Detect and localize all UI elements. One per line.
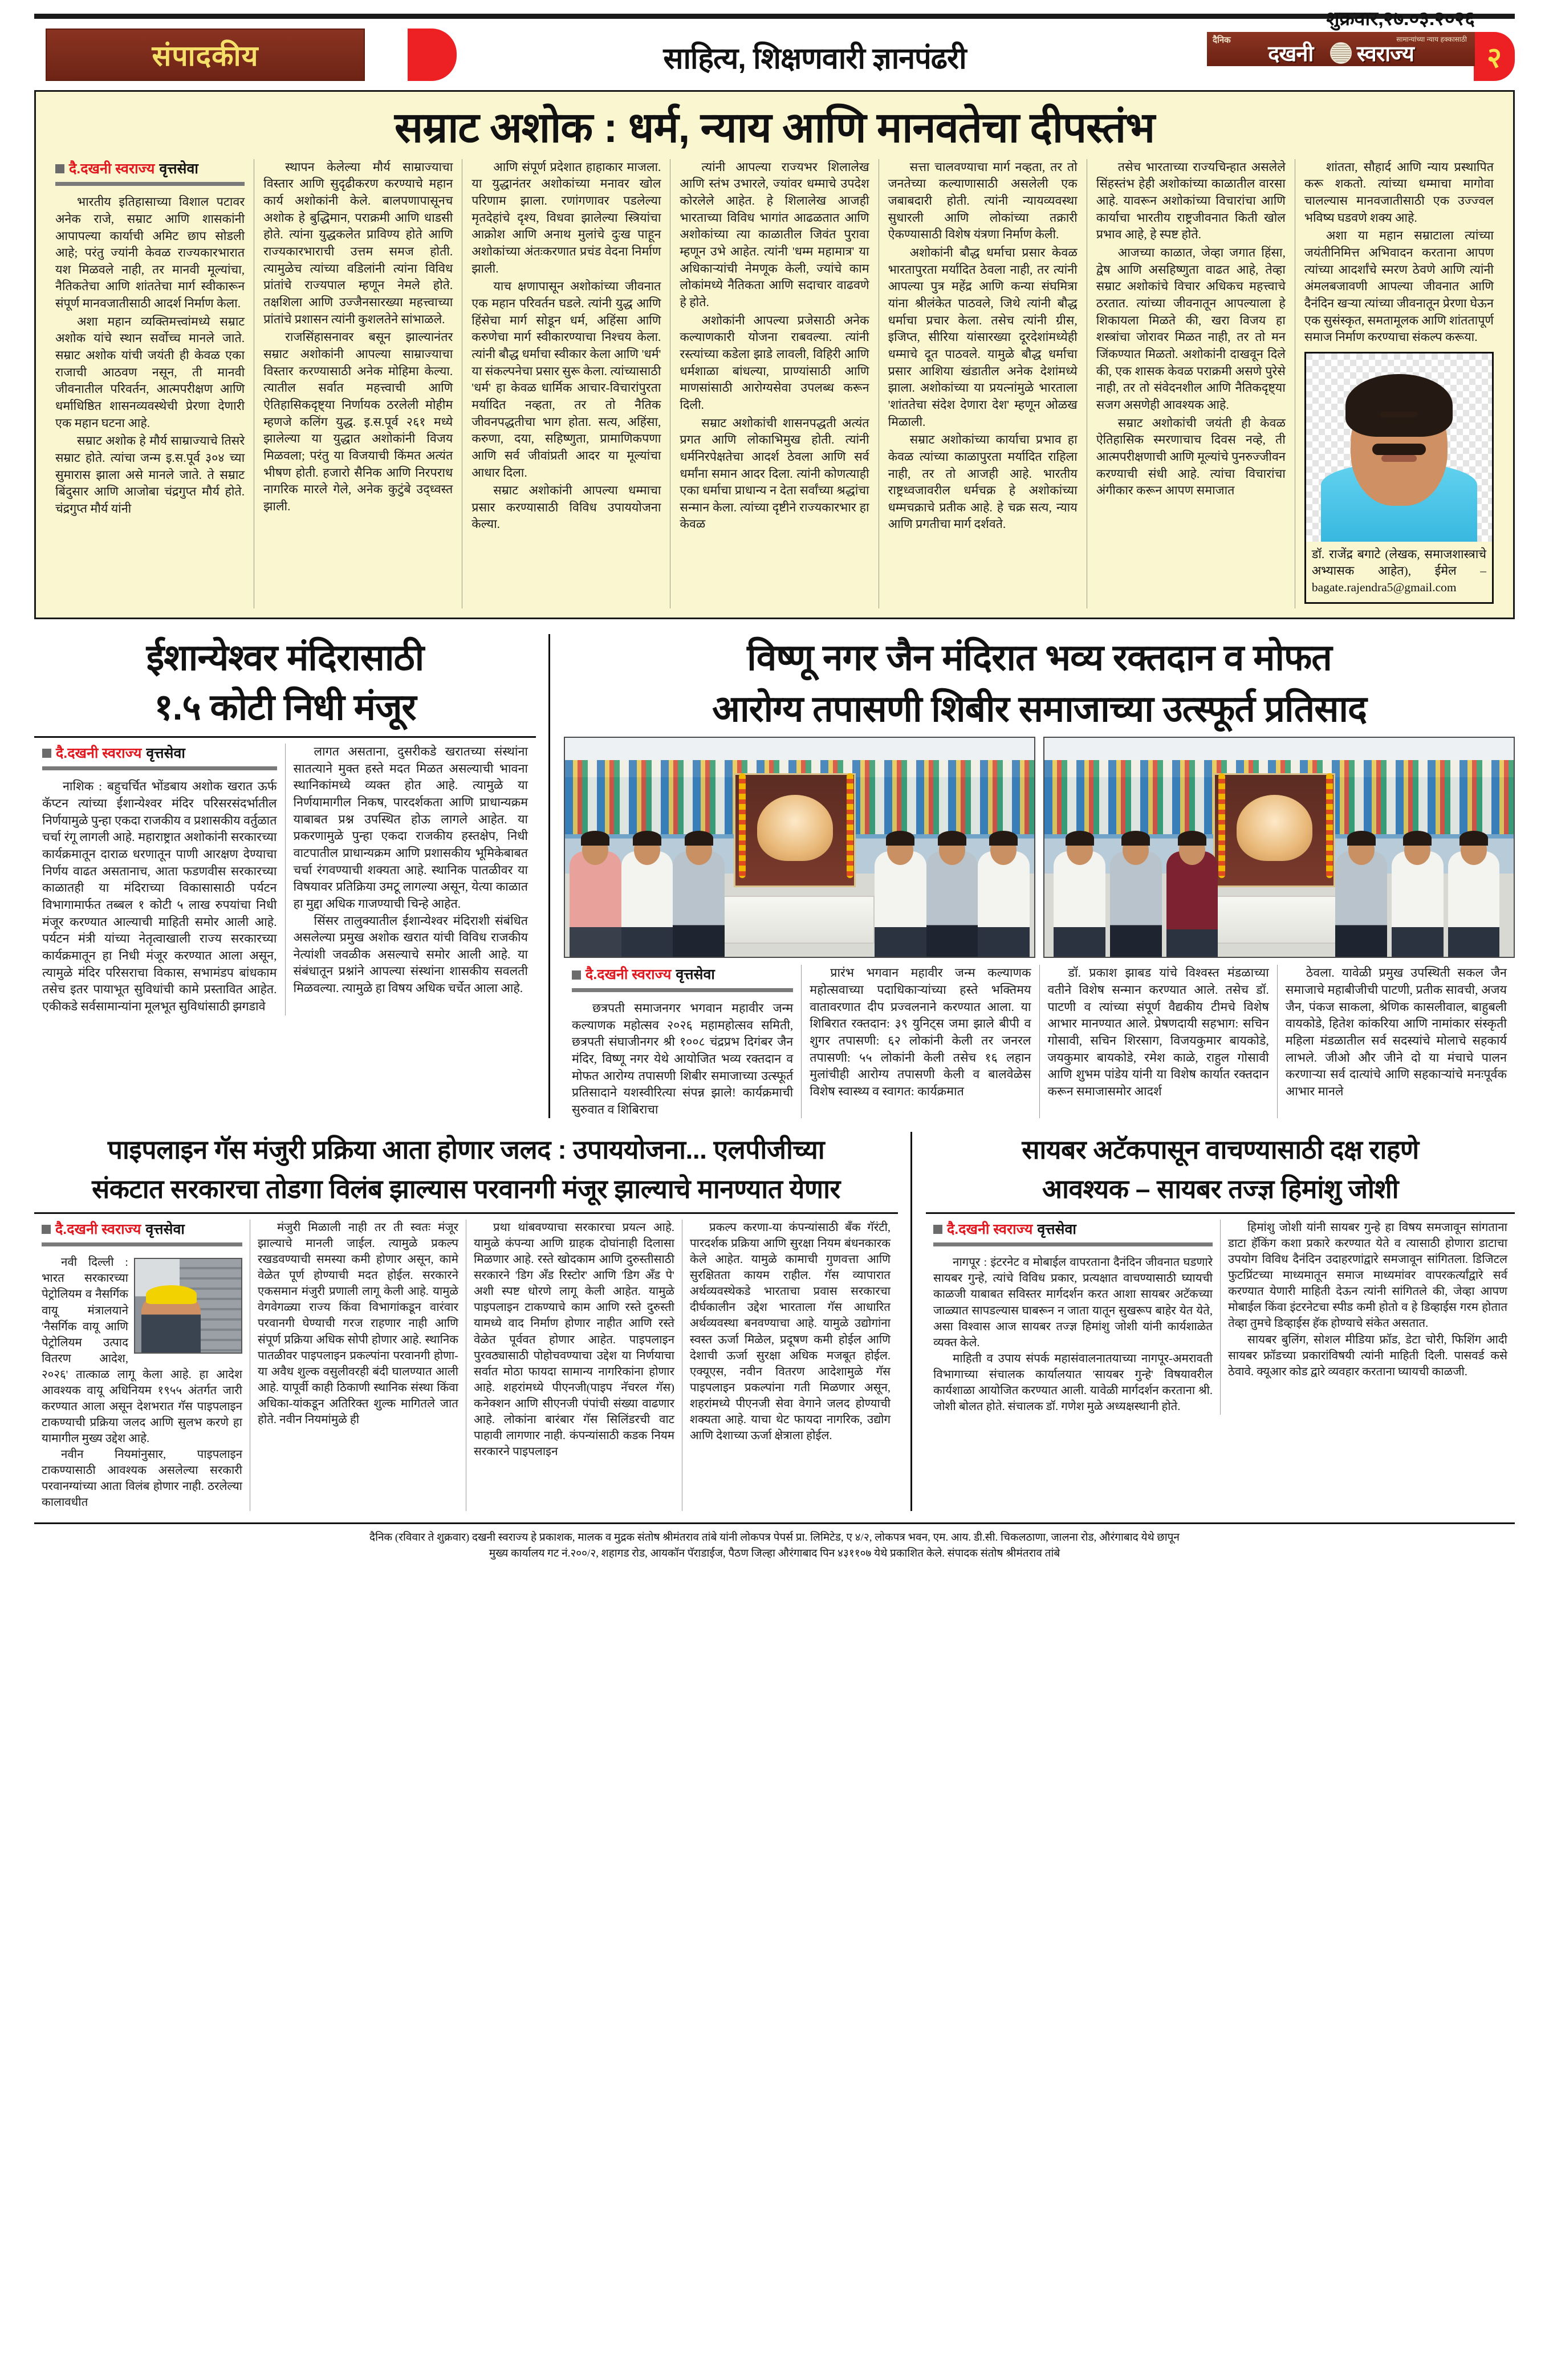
jain-headline-line2: आरोग्य तपासणी शिबीर समाजाच्या उत्स्फूर्त प्रतिसाद (712, 688, 1367, 729)
photo-person (1166, 851, 1218, 957)
jain-headline-line1: विष्णू नगर जैन मंदिरात भव्य रक्तदान व मोफत (747, 636, 1332, 678)
author-credit: डॉ. राजेंद्र बगाटे (लेखक, समाजशास्त्राचे अभ्यासक आहेत), ईमेल – bagate.rajendra5@gmail.com (1311, 547, 1486, 595)
center-strapline-text: साहित्य, शिक्षणवारी ज्ञानपंढरी (663, 42, 966, 75)
byline-rule (42, 766, 277, 770)
editorial-headline: सम्राट अशोक : धर्म, न्याय आणि मानवतेचा दीपस्तंभ (394, 104, 1155, 151)
cyber-columns (926, 1220, 1515, 1415)
paragraph: राजसिंहासनावर बसून झाल्यानंतर सम्राट अशोकांनी आपल्या साम्राज्याचा विस्तार करण्यासाठी अनेक मोहिमा केल्या. त्यातील सर्वात महत्त्वाची आणि ऐतिहासिकदृष्ट्या निर्णायक ठरलेली मोहीम म्हणजे कलिंग युद्ध. इ.स.पूर्व २६१ मध्ये झालेल्या या युद्धात अशोकांनी विजय मिळवला; परंतु या विजयाची किंमत अत्यंत भीषण होती. हजारो सैनिक आणि निरपराध नागरिक मारले गेले, अनेक कुटुंबे उद्ध्वस्त झाली. (263, 330, 453, 513)
paragraph: सायबर बुलिंग, सोशल मीडिया फ्रॉड, डेटा चोरी, फिशिंग आदी सायबर फ्रॉडच्या प्रकारांविषयी त्यांनी माहिती दिली. पासवर्ड कसे ठेवावे. क्यूआर कोड द्वारे व्यवहार करताना घ्यायची काळजी. (1228, 1333, 1507, 1378)
brand-tagline: सामान्यांच्या न्याय हक्कासाठी (1396, 35, 1467, 43)
bullet-square-icon (572, 970, 581, 980)
byline-rule (42, 1242, 242, 1246)
editorial-column-6 (1087, 159, 1295, 608)
paragraph: नागपूर : इंटरनेट व मोबाईल वापरताना दैनंदिन जीवनात घडणारे सायबर गुन्हे, त्यांचे विविध प्रकार, प्रत्यक्षात वाचण्यासाठी घ्यायची काळजी याबाबत सविस्तर मार्गदर्शन करत आशा सायबर अटॅकच्या जाळ्यात सापडल्यास घाबरून न जाता यातून सुखरूप बाहेर येत येते, असा विश्वास आज सायबर तज्ज्ञ हिमांशु जोशी यांनी कार्यशाळेत व्यक्त केले. (933, 1256, 1213, 1349)
editorial-column-1 (46, 159, 254, 608)
paragraph: मंजुरी मिळाली नाही तर ती स्वतः मंजूर झाल्याचे मानली जाईल. त्यामुळे प्रकल्प रखडवण्याची समस्या कमी होणार असून, कामे वेळेत पूर्ण होण्याची मदत होईल. सरकारने एकसमान मंजुरी प्रणाली लागू केली आहे. यामुळे वेगवेगळ्या राज्य किंवा विभागांकडून वारंवार परवानगी घेण्याची गरज राहणार नाही आणि संपूर्ण प्रक्रिया अधिक सोपी होणार आहे. स्थानिक पातळीवर पाइपलाइन प्रकल्पांना परवानगी होणा-या अवैध शुल्क वसुलीवरही बंदी घालण्यात आली आहे. यापूर्वी काही ठिकाणी स्थानिक संस्था किंवा अधिका-यांकडून अतिरिक्त शुल्क मागितले जात होते. नवीन नियमांमुळे ही (258, 1221, 458, 1426)
paragraph: माहिती व उपाय संपर्क महासंवालनातयाच्या नागपूर-अमरावती विभागाच्या संचालक कार्यालयात 'सायबर गुन्हे' विषयावरील कार्यशाळा आयोजित करण्यात आली. यावेळी मार्गदर्शन करताना श्री. जोशी बोलत होते. संचालक डॉ. गणेश मुळे अध्यक्षस्थानी होते. (933, 1352, 1213, 1413)
byline-brand: दै.दखनी स्वराज्य (69, 160, 155, 177)
photo-hair (1345, 374, 1453, 437)
jain-ceremony-photo-2 (1043, 737, 1515, 958)
bullet-square-icon (42, 1225, 51, 1234)
editorial-article (34, 90, 1515, 619)
paragraph: तसेच भारताच्या राज्यचिन्हात असलेले सिंहस्तंभ हेही अशोकांच्या काळातील वारसा आहे. यावरून अशोकांच्या विचारांचा आणि कार्याचा भारतीय राष्ट्रजीवनात किती खोल प्रभाव आहे, हे स्पष्ट होते. (1096, 160, 1286, 242)
byline-service: वृत्तसेवा (1037, 1221, 1076, 1238)
gas-headline-line2: संकटात सरकारचा तोडगा विलंब झाल्यास परवानगी मंजूर झाल्याचे मानण्यात येणार (92, 1173, 840, 1204)
page-footer (34, 1522, 1515, 1565)
photo-eye-right (1398, 419, 1416, 427)
temple-fund-columns (34, 744, 536, 1016)
photo-person (1054, 851, 1105, 957)
byline (572, 965, 793, 985)
brand-name-left: दखनी (1268, 42, 1314, 66)
jain-column-1 (564, 965, 802, 1118)
paragraph: ठेवला. यावेळी प्रमुख उपस्थिती सकल जैन समाजाचे महाबीजीची पाटणी, प्रतीक सावची, अजय जैन, पंकज साकला, श्रेणिक कासलीवाल, बाहुबली वायकोडे, हितेश कांकरिया आणि नामांकार संस्कृती महिला मंडळातील सर्व सदस्यांचे मोलाचे सहकार्य लाभले. जीओ और जीने दो या मंचाचे पालन करणाऱ्या सर्व दात्यांचे आणि सहकाऱ्यांचे मनःपूर्वक आभार मानले (1285, 966, 1507, 1098)
paragraph: हिमांशु जोशी यांनी सायबर गुन्हे हा विषय समजावून सांगताना डाटा हॅकिंग कशा प्रकारे करण्यात येते व त्यासाठी होणारा डाटाचा उपयोग विविध दैनंदिन उदाहरणांद्वारे समजावून सांगितला. डिजिटल फुटप्रिंटच्या माध्यमातून समाज माध्यमांवर वापरकर्त्यांद्वारे सर्व करण्यात येणारी माहिती देऊन त्यांनी सांगितले की, जेव्हा आपण मोबाईल किंवा इंटरनेटचा स्पीड कमी होतो व हे डिव्हाईस गरम होतात तेव्हा तुमचे डिव्हाईस हॅक होण्याचे संकेत असतात. (1228, 1221, 1507, 1330)
byline-rule (55, 182, 245, 186)
photo-person (673, 851, 725, 957)
cyber-headline-line2: आवश्यक – सायबर तज्ज्ञ हिमांशु जोशी (1042, 1173, 1399, 1204)
byline-service: वृत्तसेवा (146, 745, 185, 761)
gas-headline-line1: पाइपलाइन गॅस मंजुरी प्रक्रिया आता होणार जलद : उपाययोजना... एलपीजीच्या (107, 1135, 825, 1165)
paragraph: सिंसर तालुक्यातील ईशान्येश्वर मंदिराशी संबंधित असलेल्या प्रमुख अशोक खरात यांची विविध राजकीय नेत्यांशी जवळीक असल्याचे समोर आली आहे. या संबंधातून प्रश्नांने आपल्या संस्थांना शासकीय सवलती मिळवल्या. त्यामुळे हा विषय अधिक चर्चेत आला आहे. (293, 913, 528, 996)
temple-fund-column-1 (34, 744, 286, 1016)
editorial-columns (46, 159, 1503, 608)
gas-worker-photo (134, 1258, 242, 1354)
paragraph: नवीन नियमांनुसार, पाइपलाइन टाकण्यासाठी आवश्यक असलेल्या सरकारी परवानग्यांच्या आता विलंब होणार नाही. ठरलेल्या कालावधीत (42, 1448, 242, 1509)
photo-people-group (565, 821, 1034, 957)
paragraph: प्रकल्प करणा-या कंपन्यांसाठी बँक गॅरंटी, पारदर्शक प्रक्रिया आणि सुरक्षा नियम बंधनकारक केले आहेत. यामुळे कामाची गुणवत्ता आणि सुरक्षितता कायम राहील. गॅस व्यापारात अर्थव्यवस्थेकडे भारताचा प्रवास सरकारचा दीर्घकालीन उद्देश भारताला गॅस आधारित अर्थव्यवस्था बनवण्याचा आहे. यामुळे उद्योगांना स्वस्त ऊर्जा मिळेल, प्रदूषण कमी होईल आणि देशाची ऊर्जा सुरक्षा अधिक मजबूत होईल. एक्यूएस, नवीन वितरण आदेशामुळे गॅस पाइपलाइन प्रकल्पांना गती मिळणार असून, शहरांमध्ये पीएनजी सेवा वेगाने जलद होण्याची शक्यता आहे. याचा थेट फायदा नागरिक, उद्योग आणि देशाच्या ऊर्जा क्षेत्राला होईल. (690, 1221, 891, 1443)
cyber-article (912, 1132, 1515, 1510)
paragraph: छत्रपती समाजनगर भगवान महावीर जन्म कल्याणक महोत्सव २०२६ महामहोत्सव समिती, छत्रपती संघाजीनगर श्री १००८ चंद्रप्रभ दिगंबर जैन मंदिर, विष्णू नगर येथे आयोजित भव्य रक्तदान व मोफत आरोग्य तपासणी शिबीर समाजाच्या उत्स्फूर्त प्रतिसादाने यशस्वीरित्या संपन्न झाले! कार्यक्रमाची सुरुवात व शिबिराचा (572, 1001, 794, 1116)
masthead (34, 8, 1515, 81)
byline-service: वृत्तसेवा (145, 1221, 185, 1238)
byline-brand: दै.दखनी स्वराज्य (947, 1221, 1033, 1238)
jain-column-4 (1278, 965, 1515, 1118)
jain-temple-article (550, 634, 1515, 1119)
section-tab[interactable] (46, 29, 365, 81)
byline (55, 159, 245, 179)
byline (42, 1220, 242, 1239)
paragraph: प्रारंभ भगवान महावीर जन्म कल्याणक महोत्सवाच्या पदाधिकाऱ्यांच्या हस्ते भक्तिमय वातावरणात दीप प्रज्वलनाने करण्यात आला. या शिबिरात रक्तदान: ३९ युनिट्स जमा झाले बीपी व शुगर तपासणी: ६२ लोकांनी केली तर जनरल तपासणी: ५५ लोकांनी केली तसेच १६ लहान मुलांचीही आरोग्य तपासणी केली व बालवेळेस विशेष स्वास्थ्य व स्वागत: कार्यक्रमात (810, 966, 1031, 1098)
brand-block (1173, 5, 1515, 81)
paragraph: सत्ता चालवण्याचा मार्ग नव्हता, तर तो जनतेच्या कल्याणासाठी असलेली एक जबाबदारी होती. त्यांनी न्यायव्यवस्था सुधारली आणि लोकांच्या तक्रारी ऐकण्यासाठी विशेष यंत्रणा निर्माण केली. (888, 160, 1078, 242)
paragraph: अशोकांनी बौद्ध धर्माचा प्रसार केवळ भारतापुरता मर्यादित ठेवला नाही, तर त्यांनी आपल्या पुत्र महेंद्र आणि कन्या संघमित्रा यांना श्रीलंकेत पाठवले, जिथे त्यांनी बौद्ध धर्माचा प्रचार केला. तसेच त्यांनी ग्रीस, इजिप्त, सीरिया यांसारख्या दूरदेशांमध्येही धम्माचे दूत पाठवले. यामुळे बौद्ध धर्माचा प्रसार आशिया खंडातील अनेक देशांमध्ये झाला. अशोकांच्या या प्रयत्नांमुळे भारताला 'शांततेचा संदेश देणारा देश' म्हणून ओळख मिळाली. (888, 245, 1078, 429)
temple-fund-article (34, 634, 550, 1119)
red-wedge-decor (408, 29, 457, 81)
byline-brand: दै.दखनी स्वराज्य (55, 1221, 141, 1238)
jain-column-3 (1040, 965, 1278, 1118)
gas-column-2 (250, 1220, 466, 1511)
photo-moustache (1372, 444, 1426, 455)
headline-rule (34, 736, 536, 738)
photo-person (978, 851, 1030, 957)
footer-line-1: दैनिक (रविवार ते शुक्रवार) दखनी स्वराज्य हे प्रकाशक, मालक व मुद्रक संतोष श्रीमंतराव तांबे यांनी लोकपत्र पेपर्स प्रा. लिमिटेड, ए ४/२, लोकपत्र भवन, एम. आय. डी.सी. चिकलठाणा, जालना रोड, औरंगाबाद येथे छापून (369, 1531, 1180, 1544)
gas-pipeline-article (34, 1132, 912, 1510)
photo-person (1335, 851, 1387, 957)
photo-person (570, 851, 621, 957)
footer-line-2: मुख्य कार्यालय गट नं.२००/२, शहागड रोड, आयकॉन पॅराडाईज, पैठण जिल्हा औरंगाबाद पिन ४३११०७ येथे प्रकाशित केले. संपादक संतोष श्रीमंतराव तांबे (489, 1548, 1060, 1560)
gas-column-3 (466, 1220, 682, 1511)
paragraph: अशा महान व्यक्तिमत्त्वांमध्ये सम्राट अशोक यांचे स्थान सर्वोच्च मानले जाते. सम्राट अशोक यांची जयंती ही केवळ एका राजाची आठवण नसून, ती मानवी जीवनातील परिवर्तन, आत्मपरीक्षण आणि धर्माधिष्ठित शासनव्यवस्थेची प्रेरणा देणारी एक महान घटना आहे. (55, 314, 245, 430)
paragraph: याच क्षणापासून अशोकांच्या जीवनात एक महान परिवर्तन घडले. त्यांनी युद्ध आणि हिंसेचा मार्ग सोडून धर्म, अहिंसा आणि करुणेचा मार्ग स्वीकारण्याचा निश्चय केला. त्यांनी बौद्ध धर्माचा स्वीकार केला आणि 'धर्म' या संकल्पनेचा प्रसार सुरू केला. त्यांच्यासाठी 'धर्म' हा केवळ धार्मिक आचार-विचारांपुरता मर्यादित नव्हता, तर तो नैतिक जीवनपद्धतीचा भाग होता. सत्य, अहिंसा, करुणा, दया, सहिष्णुता, प्रामाणिकपणा आणि सर्व जीवांप्रती आदर या मूल्यांचा आधार दिला. (471, 279, 661, 480)
issue-date: शुक्रवार,२७.०३.२०२६ (1326, 8, 1475, 30)
center-strapline (457, 37, 1173, 81)
editorial-column-2 (254, 159, 462, 608)
paragraph: सम्राट अशोकांची जयंती ही केवळ ऐतिहासिक स्मरणाचाच दिवस नव्हे, ती आत्मपरीक्षणाची आणि मूल्यांचे पुनरुज्जीवन करण्याची संधी आहे. त्यांचा विचारांचा अंगीकार करून आपण समाजात (1096, 416, 1286, 498)
temple-fund-headline-line1: ईशान्येश्वर मंदिरासाठी (146, 636, 424, 678)
bullet-square-icon (42, 749, 51, 758)
byline (42, 744, 277, 763)
byline-rule (933, 1242, 1213, 1246)
bullet-square-icon (933, 1225, 942, 1234)
mid-section (34, 634, 1515, 1119)
byline-rule (572, 988, 793, 992)
brand-prefix-label: दैनिक (1213, 35, 1231, 45)
photo-eyebrow-right (1392, 412, 1418, 417)
jain-columns (564, 965, 1515, 1118)
paragraph: लागत असताना, दुसरीकडे खरातच्या संस्थांना सातत्याने मुक्त हस्ते मदत मिळत असल्याची भावना स्थानिकांमध्ये व्यक्त होत आहे. त्यामुळे या निर्णयामागील निकष, पारदर्शकता आणि प्राधान्यक्रम याबाबत प्रश्न उपस्थित होऊ लागले आहेत. या प्रकरणामुळे पुन्हा एकदा राजकीय हस्तक्षेप, निधी वाटपातील प्राधान्यक्रम आणि प्रशासकीय भूमिकेबाबत चर्चा रंगवण्याची शक्यता आहे. स्थानिक पातळीवर या विषयावर प्रतिक्रिया उमटू लागल्या असून, येत्या काळात हा मुद्दा अधिक गाजण्याची चिन्हे आहेत. (293, 744, 528, 911)
byline-brand: दै.दखनी स्वराज्य (56, 745, 142, 761)
photo-person (926, 851, 978, 957)
editorial-column-4 (670, 159, 879, 608)
paragraph: आजच्या काळात, जेव्हा जगात हिंसा, द्वेष आणि असहिष्णुता वाढत आहे, तेव्हा सम्राट अशोकांचे विचार अधिकच महत्त्वाचे ठरतात. त्यांच्या जीवनातून आपल्याला हे शिकायला मिळते की, खरा विजय हा शस्त्रांचा जोरावर मिळत नाही, तर तो मन जिंकण्यात मिळतो. अशोकांनी दाखवून दिले की, एक शासक केवळ पराक्रमी असणे पुरेसे नाही, तर तो संवेदनशील आणि नैतिकदृष्ट्या सजग असणेही आवश्यक आहे. (1096, 245, 1286, 412)
cyber-column-2 (1221, 1220, 1515, 1415)
photo-person (621, 851, 673, 957)
byline-brand: दै.दखनी स्वराज्य (586, 966, 672, 983)
bottom-section (34, 1132, 1515, 1510)
photo-people-group (1044, 821, 1514, 957)
paragraph: सम्राट अशोकांच्या कार्याचा प्रभाव हा केवळ त्यांच्या काळापुरता मर्यादित राहिला नाही, तर तो आजही आहे. भारतीय राष्ट्रध्वजावरील धर्मचक्र हे अशोकांच्या धम्मचक्राचे प्रतीक आहे. हे चक्र सत्य, न्याय आणि प्रगतीचा मार्ग दर्शवते. (888, 433, 1078, 531)
paragraph: अशा या महान सम्राटाला त्यांच्या जयंतीनिमित्त अभिवादन करताना आपण त्यांच्या आदर्शांचे स्मरण ठेवणे आणि त्यांनी अंमलबजावणी आपल्या जीवनात आणि दैनंदिन खऱ्या त्यांच्या जीवनातून प्रेरणा घेऊन एक सुसंस्कृत, समतामूलक आणि शांततापूर्ण समाज निर्माण करण्याचा संकल्प करूया. (1304, 229, 1494, 344)
author-photo (1306, 354, 1492, 542)
bullet-square-icon (55, 164, 64, 173)
paragraph: भारतीय इतिहासाच्या विशाल पटावर अनेक राजे, सम्राट आणि शासकांनी आपापल्या कार्याची अमिट छाप सोडली आहे; परंतु ज्यांनी केवळ राज्यकारभारात यश मिळवले नाही, तर मानवी मूल्यांचा, नैतिकतेचा आणि शांततेचा मार्ग स्वीकारून संपूर्ण मानवजातीसाठी आदर्श निर्माण केला. (55, 195, 245, 311)
photo-mouth (1381, 455, 1417, 462)
cyber-headline-line1: सायबर अटॅकपासून वाचण्यासाठी दक्ष राहणे (1022, 1135, 1419, 1165)
gas-column-4 (682, 1220, 898, 1511)
author-card (1304, 352, 1494, 604)
photo-person (1110, 851, 1162, 957)
paragraph: नाशिक : बहुचर्चित भोंडबाय अशोक खरात ऊर्फ कॅप्टन त्यांच्या ईशान्येश्वर मंदिर परिसरसंदर्भातील निर्णयामुळे पुन्हा एकदा राजकीय व प्रशासकीय वर्तुळात चर्चा रंगू लागली आहे. महाराष्ट्रात अशोकांनी सरकारच्या कार्यक्रमातून दाराळ धरणातून पाणी आरक्षण देण्याचा निर्णय वाढत असतानाच, आता फडणवीस सरकारच्या काळातही या मंदिराच्या विकासासाठी पर्यटन विभागामार्फत तब्बल १ कोटी ५ लाख रुपयांचा निधी मंजूर करण्यात आल्याची माहिती समोर आली आहे. पर्यटन मंत्री यांच्या नेतृत्वाखाली राज्य सरकारच्या कार्यक्रमातून हा निधी मंजूर करण्यात आला असून, त्यामुळे मंदिर परिसराचा विकास, सभामंडप बांधकाम तसेच इतर पायाभूत सुविधांची कामे प्रस्तावित आहेत. एकीकडे सर्वसामान्यांना मूलभूत सुविधांसाठी झगडावे (42, 779, 277, 1013)
editorial-column-5 (879, 159, 1087, 608)
paragraph: अशोकांनी आपल्या प्रजेसाठी अनेक कल्याणकारी योजना राबवल्या. त्यांनी रस्त्यांच्या कडेला झाडे लावली, विहिरी आणि धर्मशाळा बांधल्या, प्राण्यांसाठी आणि माणसांसाठी आरोग्यसेवा उपलब्ध करून दिली. (680, 313, 869, 412)
page-number-badge: २ (1474, 32, 1515, 81)
brand-name-right: स्वराज्य (1356, 42, 1414, 66)
paragraph: सम्राट अशोकांनी आपल्या धम्माचा प्रसार करण्यासाठी विविध उपाययोजना केल्या. (471, 484, 661, 531)
brand-logo-row (1207, 32, 1515, 81)
paragraph: त्यांनी आपल्या राज्यभर शिलालेख आणि स्तंभ उभारले, ज्यांवर धम्माचे उपदेश कोरलेले आहेत. हे शिलालेख आजही भारताच्या विविध भागांत आढळतात आणि अशोकांच्या त्या काळातील जिवंत पुरावा म्हणून उभे आहेत. त्यांनी 'धम्म महामात्र' या अधिकाऱ्यांची नेमणूक केली, ज्यांचे काम लोकांमध्ये नैतिकता आणि सदाचार वाढवणे हे होते. (680, 160, 869, 309)
editorial-column-7 (1295, 159, 1503, 608)
brand-logo[interactable] (1207, 32, 1475, 66)
paragraph: सम्राट अशोकांची शासनपद्धती अत्यंत प्रगत आणि लोकाभिमुख होती. त्यांनी धर्मनिरपेक्षतेचा आदर्श ठेवला आणि सर्व धर्मांना समान आदर दिला. त्यांनी कोणत्याही एका धर्माचा प्राधान्य न देता सर्वांच्या श्रद्धांचा सन्मान केला. त्यांच्या दृष्टीने राज्यकारभार हा केवळ (680, 416, 869, 531)
photo-eye-left (1383, 419, 1400, 427)
paragraph: आणि संपूर्ण प्रदेशात हाहाकार माजला. या युद्धानंतर अशोकांच्या मनावर खोल परिणाम झाला. रणांगणावर पडलेल्या मृतदेहांचे दृश्य, विधवा झालेल्या स्त्रियांचा आक्रोश आणि अनाथ मुलांचे दुःख पाहून अशोकांच्या अंतःकरणात प्रचंड वेदना निर्माण झाली. (471, 160, 661, 275)
paragraph: स्थापन केलेल्या मौर्य साम्राज्याचा विस्तार आणि सुदृढीकरण करण्याचे महान कार्य अशोकांनी केले. बालपणापासूनच अशोक हे बुद्धिमान, पराक्रमी आणि धाडसी होते. त्यांना युद्धकलेत प्राविण्य होते आणि राज्यकारभाराची उत्तम समज होती. त्यामुळेच त्यांच्या वडिलांनी त्यांना विविध प्रांतांचे राज्यपाल म्हणून नेमले होते. तक्षशिला आणि उज्जैनसारख्या महत्त्वाच्या प्रांतांचे प्रशासन त्यांनी कुशलतेने सांभाळले. (263, 160, 453, 326)
globe-icon (1330, 42, 1352, 64)
jain-column-2 (802, 965, 1039, 1118)
headline-rule (34, 1212, 898, 1214)
section-tab-label: संपादकीय (152, 40, 259, 72)
photo-hardhat (146, 1285, 197, 1304)
headline-rule (926, 1212, 1515, 1214)
cyber-column-1 (926, 1220, 1221, 1415)
paragraph: नवी दिल्ली : भारत सरकारच्या पेट्रोलियम व नैसर्गिक वायू मंत्रालयाने 'नैसर्गिक वायू आणि पेट्रोलियम उत्पाद वितरण आदेश, २०२६' तात्काळ लागू केला आहे. हा आदेश आवश्यक वायू अधिनियम १९५५ अंतर्गत जारी करण्यात आला असून देशभरात गॅस पाइपलाइन टाकण्याची प्रक्रिया जलद आणि सुलभ करणे हा यामागील मुख्य उद्देश आहे. (42, 1256, 242, 1445)
temple-fund-column-2 (286, 744, 536, 1016)
paragraph: सम्राट अशोक हे मौर्य साम्राज्याचे तिसरे सम्राट होते. त्यांचा जन्म इ.स.पूर्व ३०४ च्या सुमारास झाला असे मानले जाते. ते सम्राट बिंदुसार आणि आजोबा चंद्रगुप्त मौर्य होते. चंद्रगुप्त मौर्य यांनी (55, 434, 245, 515)
temple-fund-headline-line2: १.५ कोटी निधी मंजूर (154, 687, 416, 728)
photo-person (1448, 851, 1500, 957)
gas-columns (34, 1220, 898, 1511)
photo-person (1392, 851, 1444, 957)
paragraph: डॉ. प्रकाश झाबड यांचे विश्वस्त मंडळाच्या वतीने विशेष सन्मान करण्यात आले. तसेच डॉ. पाटणी व त्यांच्या संपूर्ण वैद्यकीय टीमचे विशेष आभार मानण्यात आले. प्रेषणदायी सहभाग: सचिन गोसावी, सचिन शिरसाग, विजयकुमार बायकोडे, जयकुमार बायकोडे, रमेश काळे, राहुल गोसावी आणि शुभम पांडेय यांनी या विशेष कार्यात रक्तदान करून समाजासमोर आदर्श (1047, 966, 1269, 1098)
photo-person (875, 851, 926, 957)
gas-column-1 (34, 1220, 250, 1511)
byline-service: वृत्तसेवा (676, 966, 715, 983)
jain-ceremony-photo-1 (564, 737, 1035, 958)
paragraph: प्रथा थांबवण्याचा सरकारचा प्रयत्न आहे. यामुळे कंपन्या आणि ग्राहक दोघांनाही दिलासा मिळणार आहे. रस्ते खोदकाम आणि दुरुस्तीसाठी सरकारने 'डिग अँड रिस्टोर' आणि 'डिग अँड पे' अशी स्पष्ट धोरणे लागू केली आहेत. यामुळे पाइपलाइन टाकण्याचे काम आणि रस्ते दुरुस्ती यामध्ये वाद निर्माण होणार नाहीत आणि रस्ते वेळेत पूर्ववत होणार आहेत. पाइपलाइन पुरवठ्यासाठी पोहोचवण्याचा उद्देश या निर्णयाचा सर्वात मोठा फायदा सामान्य नागरिकांना होणार आहे. शहरांमध्ये पीएनजी(पाइप नॅचरल गॅस) कनेक्शन आणि सीएनजी पंपांची संख्या वाढणार आहे. लोकांना बारंबार गॅस सिलिंडरची वाट पाहावी लागणार नाही. कंपन्यांसाठी कडक नियम सरकारने पाइपलाइन (474, 1221, 674, 1459)
paragraph: शांतता, सौहार्द आणि न्याय प्रस्थापित करू शकतो. त्यांच्या धम्माचा मागोवा चालल्यास मानवजातीसाठी एक उज्ज्वल भविष्य घडवणे शक्य आहे. (1304, 160, 1494, 225)
byline-service: वृत्तसेवा (159, 160, 198, 177)
byline (933, 1220, 1213, 1239)
jain-photo-row (564, 737, 1515, 958)
editorial-column-3 (462, 159, 670, 608)
